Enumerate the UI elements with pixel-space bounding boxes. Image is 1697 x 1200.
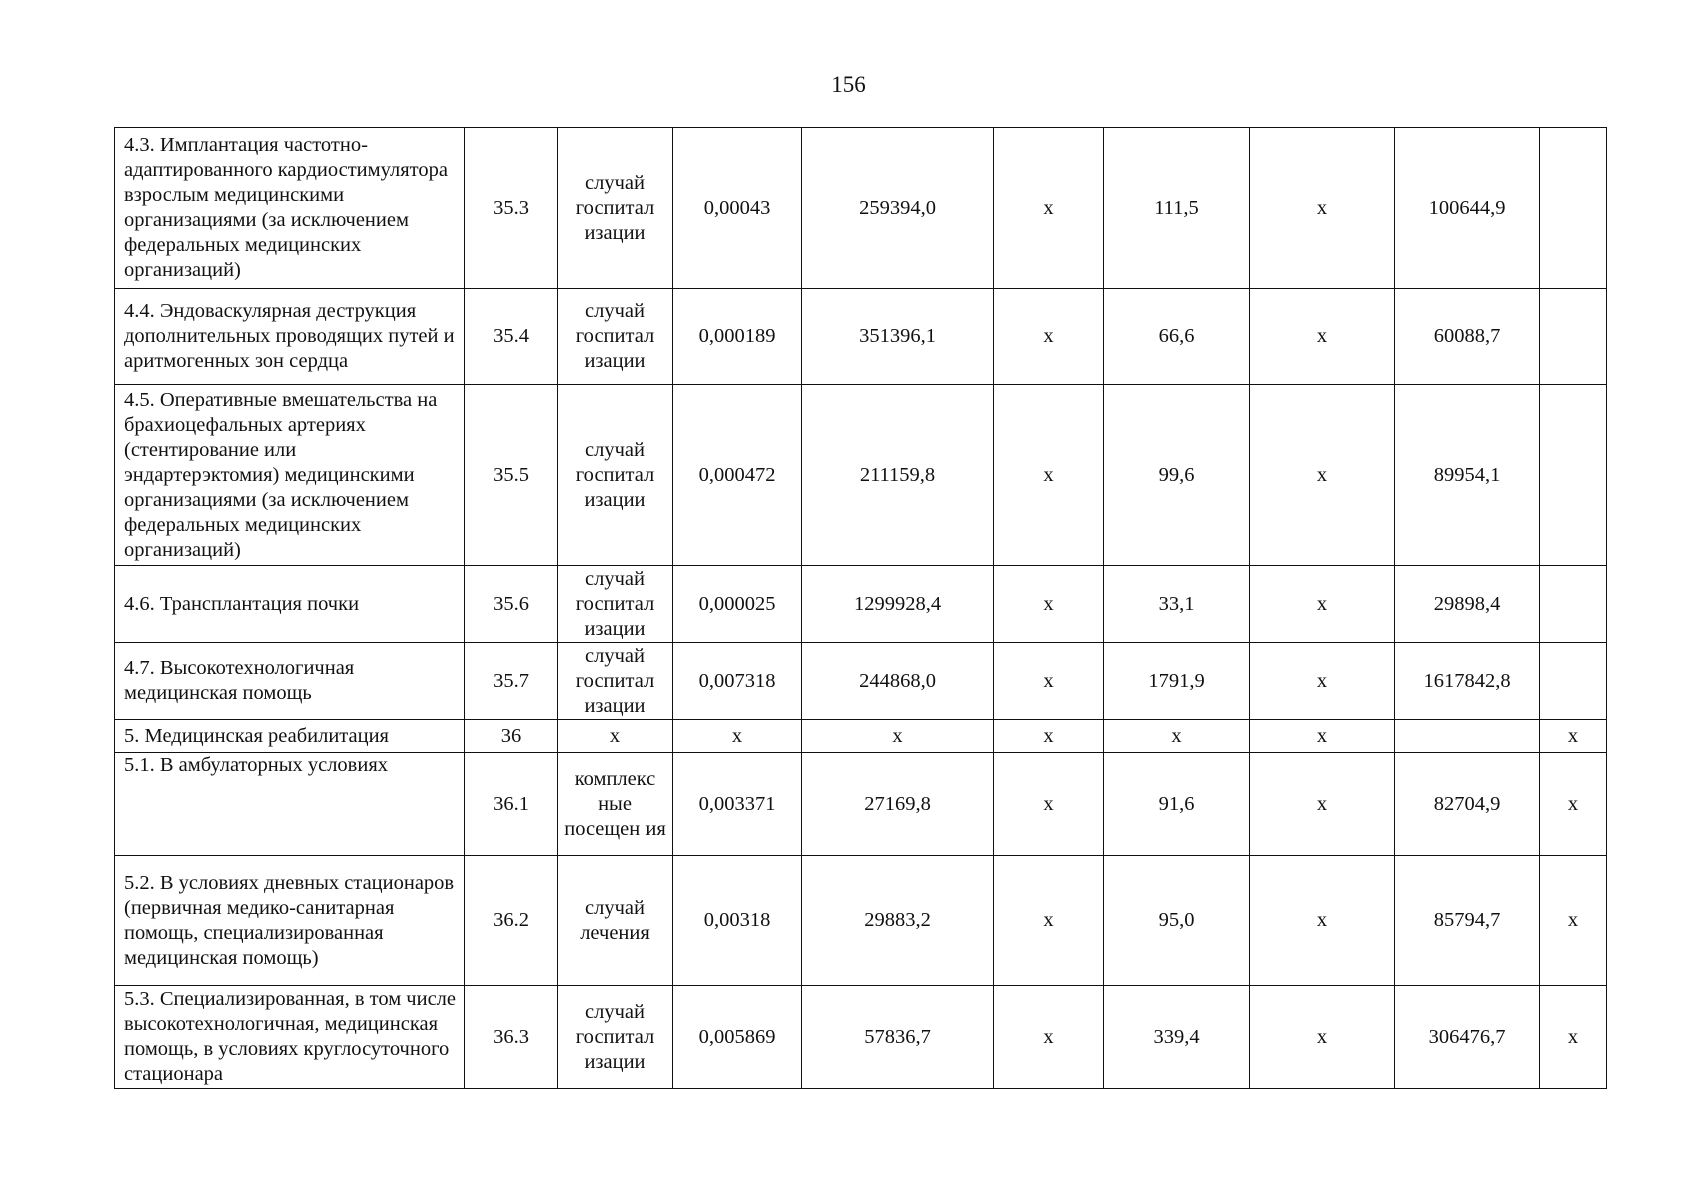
row-norm-cell: 0,00318 [673,856,802,986]
row-cost-cell: 351396,1 [802,289,994,385]
table-row [115,643,1607,720]
row-col8-cell: х [1250,128,1395,289]
row-cost-cell: 244868,0 [802,643,994,720]
row-col7-cell: 111,5 [1104,128,1250,289]
row-col10-cell [1540,643,1607,720]
row-col10-cell [1540,566,1607,643]
row-unit-cell: случай госпитал изации [558,385,673,566]
row-col10-cell: х [1540,753,1607,856]
page-number: 156 [831,72,866,97]
row-col8-cell: х [1250,986,1395,1089]
row-code-cell: 36.3 [465,986,558,1089]
row-cost-cell: 29883,2 [802,856,994,986]
row-cost-cell: х [802,720,994,753]
row-name-cell: 4.4. Эндоваскулярная деструкция дополнительных проводящих путей и аритмогенных зон сердца [115,289,465,385]
row-col7-cell: 95,0 [1104,856,1250,986]
row-col6-cell: х [994,643,1104,720]
row-col9-cell: 89954,1 [1395,385,1540,566]
row-col7-cell: 91,6 [1104,753,1250,856]
row-col10-cell: х [1540,720,1607,753]
row-col7-cell: 339,4 [1104,986,1250,1089]
table-row [115,720,1607,753]
row-norm-cell: 0,000472 [673,385,802,566]
row-unit-cell: случай госпитал изации [558,566,673,643]
row-name-cell: 5.2. В условиях дневных стационаров (первичная медико-санитарная помощь, специализированная медицинская помощь) [115,856,465,986]
row-unit-cell: случай лечения [558,856,673,986]
row-col6-cell: х [994,753,1104,856]
row-code-cell: 35.5 [465,385,558,566]
row-norm-cell: 0,000189 [673,289,802,385]
row-col8-cell: х [1250,720,1395,753]
row-col9-cell: 1617842,8 [1395,643,1540,720]
row-norm-cell: 0,00043 [673,128,802,289]
row-code-cell: 35.4 [465,289,558,385]
row-col9-cell: 100644,9 [1395,128,1540,289]
row-col9-cell [1395,720,1540,753]
row-cost-cell: 57836,7 [802,986,994,1089]
row-norm-cell: 0,003371 [673,753,802,856]
row-code-cell: 35.6 [465,566,558,643]
row-unit-cell: случай госпитал изации [558,128,673,289]
table-row [115,289,1607,385]
row-name-cell: 5.1. В амбулаторных условиях [115,753,465,856]
row-col6-cell: х [994,566,1104,643]
row-name-cell: 4.7. Высокотехнологичная медицинская помощь [115,643,465,720]
row-col8-cell: х [1250,385,1395,566]
table-row [115,566,1607,643]
row-unit-cell: случай госпитал изации [558,643,673,720]
row-col6-cell: х [994,385,1104,566]
row-col7-cell: 33,1 [1104,566,1250,643]
row-col7-cell: 1791,9 [1104,643,1250,720]
row-col10-cell [1540,128,1607,289]
row-unit-cell: комплекс ные посещен ия [558,753,673,856]
row-norm-cell: х [673,720,802,753]
row-col6-cell: х [994,128,1104,289]
table-row [115,128,1607,289]
row-col9-cell: 82704,9 [1395,753,1540,856]
row-name-cell: 5.3. Специализированная, в том числе высокотехнологичная, медицинская помощь, в условиях круглосуточного стационара [115,986,465,1089]
row-col9-cell: 85794,7 [1395,856,1540,986]
row-col10-cell [1540,289,1607,385]
row-unit-cell: случай госпитал изации [558,289,673,385]
row-col9-cell: 29898,4 [1395,566,1540,643]
row-col8-cell: х [1250,566,1395,643]
row-col9-cell: 60088,7 [1395,289,1540,385]
row-col8-cell: х [1250,643,1395,720]
row-code-cell: 36.1 [465,753,558,856]
row-col10-cell: х [1540,986,1607,1089]
row-col6-cell: х [994,986,1104,1089]
row-norm-cell: 0,007318 [673,643,802,720]
row-code-cell: 35.7 [465,643,558,720]
row-name-cell: 4.5. Оперативные вмешательства на брахиоцефальных артериях (стентирование или эндартерэктомия) медицинскими организациями (за исключением федеральных медицинских организаций) [115,385,465,566]
row-cost-cell: 259394,0 [802,128,994,289]
row-col10-cell: х [1540,856,1607,986]
row-col6-cell: х [994,856,1104,986]
row-col6-cell: х [994,289,1104,385]
row-col6-cell: х [994,720,1104,753]
row-cost-cell: 211159,8 [802,385,994,566]
row-name-cell: 4.6. Трансплантация почки [115,566,465,643]
row-name-cell: 5. Медицинская реабилитация [115,720,465,753]
row-col8-cell: х [1250,289,1395,385]
row-name-cell: 4.3. Имплантация частотно-адаптированного кардиостимулятора взрослым медицинскими организациями (за исключением федеральных медицинских организаций) [115,128,465,289]
table-row [115,856,1607,986]
row-norm-cell: 0,000025 [673,566,802,643]
row-col7-cell: 99,6 [1104,385,1250,566]
row-col8-cell: х [1250,753,1395,856]
row-col7-cell: 66,6 [1104,289,1250,385]
row-col10-cell [1540,385,1607,566]
data-table [114,127,1607,1089]
row-unit-cell: х [558,720,673,753]
row-code-cell: 36.2 [465,856,558,986]
table-row [115,385,1607,566]
row-cost-cell: 27169,8 [802,753,994,856]
row-norm-cell: 0,005869 [673,986,802,1089]
row-col8-cell: х [1250,856,1395,986]
table-row [115,753,1607,856]
table-row [115,986,1607,1089]
row-code-cell: 35.3 [465,128,558,289]
row-col7-cell: х [1104,720,1250,753]
row-col9-cell: 306476,7 [1395,986,1540,1089]
row-cost-cell: 1299928,4 [802,566,994,643]
row-unit-cell: случай госпитал изации [558,986,673,1089]
row-code-cell: 36 [465,720,558,753]
